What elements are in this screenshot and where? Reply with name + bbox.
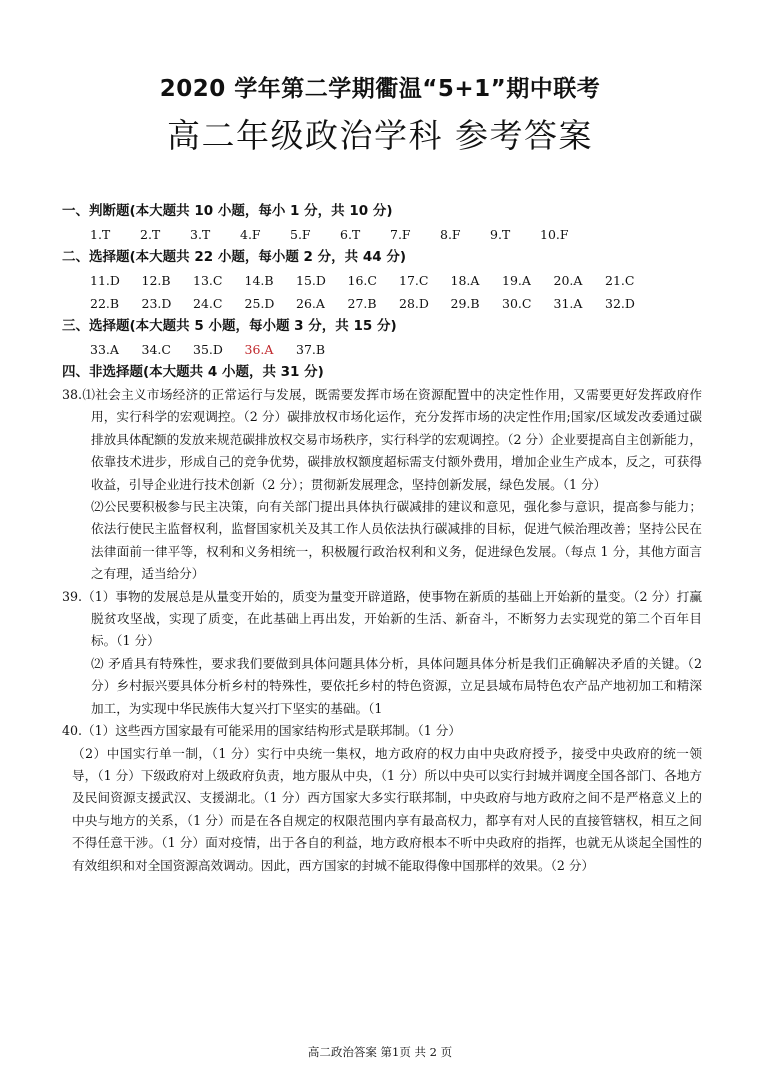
answer-item: 36.A <box>244 342 274 357</box>
answer-key-title: 高二年级政治学科 参考答案 <box>167 116 593 155</box>
answer-item: 24.C <box>193 296 223 311</box>
answer-item: 9.T <box>490 227 511 242</box>
answer-item: 3.T <box>190 227 211 242</box>
answer-item: 13.C <box>193 273 223 288</box>
answer-item: 27.B <box>347 296 377 311</box>
answer-item: 33.A <box>90 342 119 357</box>
answer-item: 14.B <box>244 273 274 288</box>
answer-item: 34.C <box>141 342 171 357</box>
page-footer: 高二政治答案 第1页 共 2 页 <box>307 1045 453 1059</box>
answer-item: 37.B <box>296 342 326 357</box>
section-3-heading: 三、选择题(本大题共 5 小题，每小题 3 分，共 15 分) <box>62 318 397 334</box>
answer-item: 15.D <box>296 273 326 288</box>
answer-item: 26.A <box>296 296 325 311</box>
q40-part-1: 40.（1）这些西方国家最有可能采用的国家结构形式是联邦制。（1 分） <box>62 723 461 739</box>
answer-content <box>62 200 702 877</box>
q38-part-2: ⑵公民要积极参与民主决策，向有关部门提出具体执行碳减排的建议和意见，强化参与意识，提高参与能力；依法行使民主监督权利，监督国家机关及其工作人员依法执行碳减排的目标，促进气候治理改善；坚持公民在法律面前一律平等，权利和义务相统一，积极履行政治权利和义务，促进绿色发展。（每点 1 分，其他方面言之有理，适当给分） <box>91 499 702 582</box>
answer-item: 20.A <box>553 273 583 288</box>
question-38 <box>62 384 702 586</box>
q38-part-1: 38.⑴社会主义市场经济的正常运行与发展，既需要发挥市场在资源配置中的决定性作用，又需要更好发挥政府作用，实行科学的宏观调控。（2 分）碳排放权市场化运作，充分发挥市场的决定性作用;国家/区域发改委通过碳排放具体配额的发放来规范碳排放权交易市场秩序，实行科学的宏观调控。（2 分）企业要提高自主创新能力，依靠技术进步，形成自己的竞争优势，碳排放权额度超标需支付额外费用，增加企业生产成本，反之，可获得收益，引导企业进行技术创新（2 分）；贯彻新发展理念，坚持创新发展，绿色发展。（1 分） <box>62 387 702 492</box>
answer-item: 11.D <box>90 273 120 288</box>
section-2-heading: 二、选择题(本大题共 22 小题，每小题 2 分，共 44 分) <box>62 249 407 265</box>
q39-part-1: 39.（1）事物的发展总是从量变开始的，质变为量变开辟道路，使事物在新质的基础上开始新的量变。（2 分）打赢脱贫攻坚战，实现了质变，在此基础上再出发，开始新的生活、新奋斗，不断努力去实现党的第二个百年目标。（1 分） <box>62 588 702 649</box>
question-40 <box>62 720 702 877</box>
question-39 <box>62 586 702 720</box>
answer-item: 19.A <box>502 273 531 288</box>
section-1-heading: 一、判断题(本大题共 10 小题，每小 1 分，共 10 分) <box>62 203 393 219</box>
section-2-answers-row-2 <box>62 292 702 315</box>
answer-item: 29.B <box>450 296 480 311</box>
answer-item: 22.B <box>90 296 120 311</box>
answer-item: 6.T <box>340 227 361 242</box>
answer-item: 1.T <box>90 227 111 242</box>
answer-item: 21.C <box>605 273 635 288</box>
section-1-answers <box>62 223 702 246</box>
answer-item: 12.B <box>141 273 171 288</box>
answer-item: 2.T <box>140 227 161 242</box>
answer-item: 7.F <box>390 227 411 242</box>
answer-item: 30.C <box>502 296 532 311</box>
answer-item: 25.D <box>244 296 275 311</box>
answer-item: 17.C <box>399 273 429 288</box>
section-2-answers-row-1 <box>62 269 702 292</box>
answer-item: 4.F <box>240 227 261 242</box>
exam-title: 2020 学年第二学期衢温“5+1”期中联考 <box>159 76 601 102</box>
answer-item: 35.D <box>193 342 223 357</box>
q40-part-2: （2）中国实行单一制，（1 分）实行中央统一集权，地方政府的权力由中央政府授予，接受中央政府的统一领导，（1 分）下级政府对上级政府负责，地方服从中央，（1 分）所以中央可以实行封城并调度全国各部门、各地方及民间资源支援武汉、支援湖北。（1 分）西方国家大多实行联邦制，中央政府与地方政府之间不是严格意义上的中央与地方的关系，（1 分）而是在各自规定的权限范围内享有最高权力，都享有对人民的直接管辖权，相互之间不得任意干涉。（1 分）面对疫情，出于各自的利益，地方政府根本不听中央政府的指挥，也就无从谈起全国性的有效组织和对全国资源高效调动。因此，西方国家的封城不能取得像中国那样的效果。（2 分） <box>72 745 702 873</box>
answer-item: 31.A <box>553 296 583 311</box>
answer-item: 18.A <box>450 273 480 288</box>
answer-item: 23.D <box>141 296 172 311</box>
section-3-answers <box>62 338 702 361</box>
section-4-heading: 四、非选择题(本大题共 4 小题，共 31 分) <box>62 364 324 380</box>
answer-item: 28.D <box>399 296 429 311</box>
answer-item: 16.C <box>347 273 377 288</box>
answer-item: 32.D <box>605 296 635 311</box>
q39-part-2: ⑵ 矛盾具有特殊性，要求我们要做到具体问题具体分析，具体问题具体分析是我们正确解决矛盾的关键。（2 分）乡村振兴要具体分析乡村的特殊性，要依托乡村的特色资源，立足县域布局特色农产品产地初加工和精深加工，为实现中华民族伟大复兴打下坚实的基础。（1 <box>91 655 702 716</box>
answer-item: 8.F <box>440 227 461 242</box>
answer-item: 5.F <box>290 227 311 242</box>
answer-item: 10.F <box>540 227 569 242</box>
